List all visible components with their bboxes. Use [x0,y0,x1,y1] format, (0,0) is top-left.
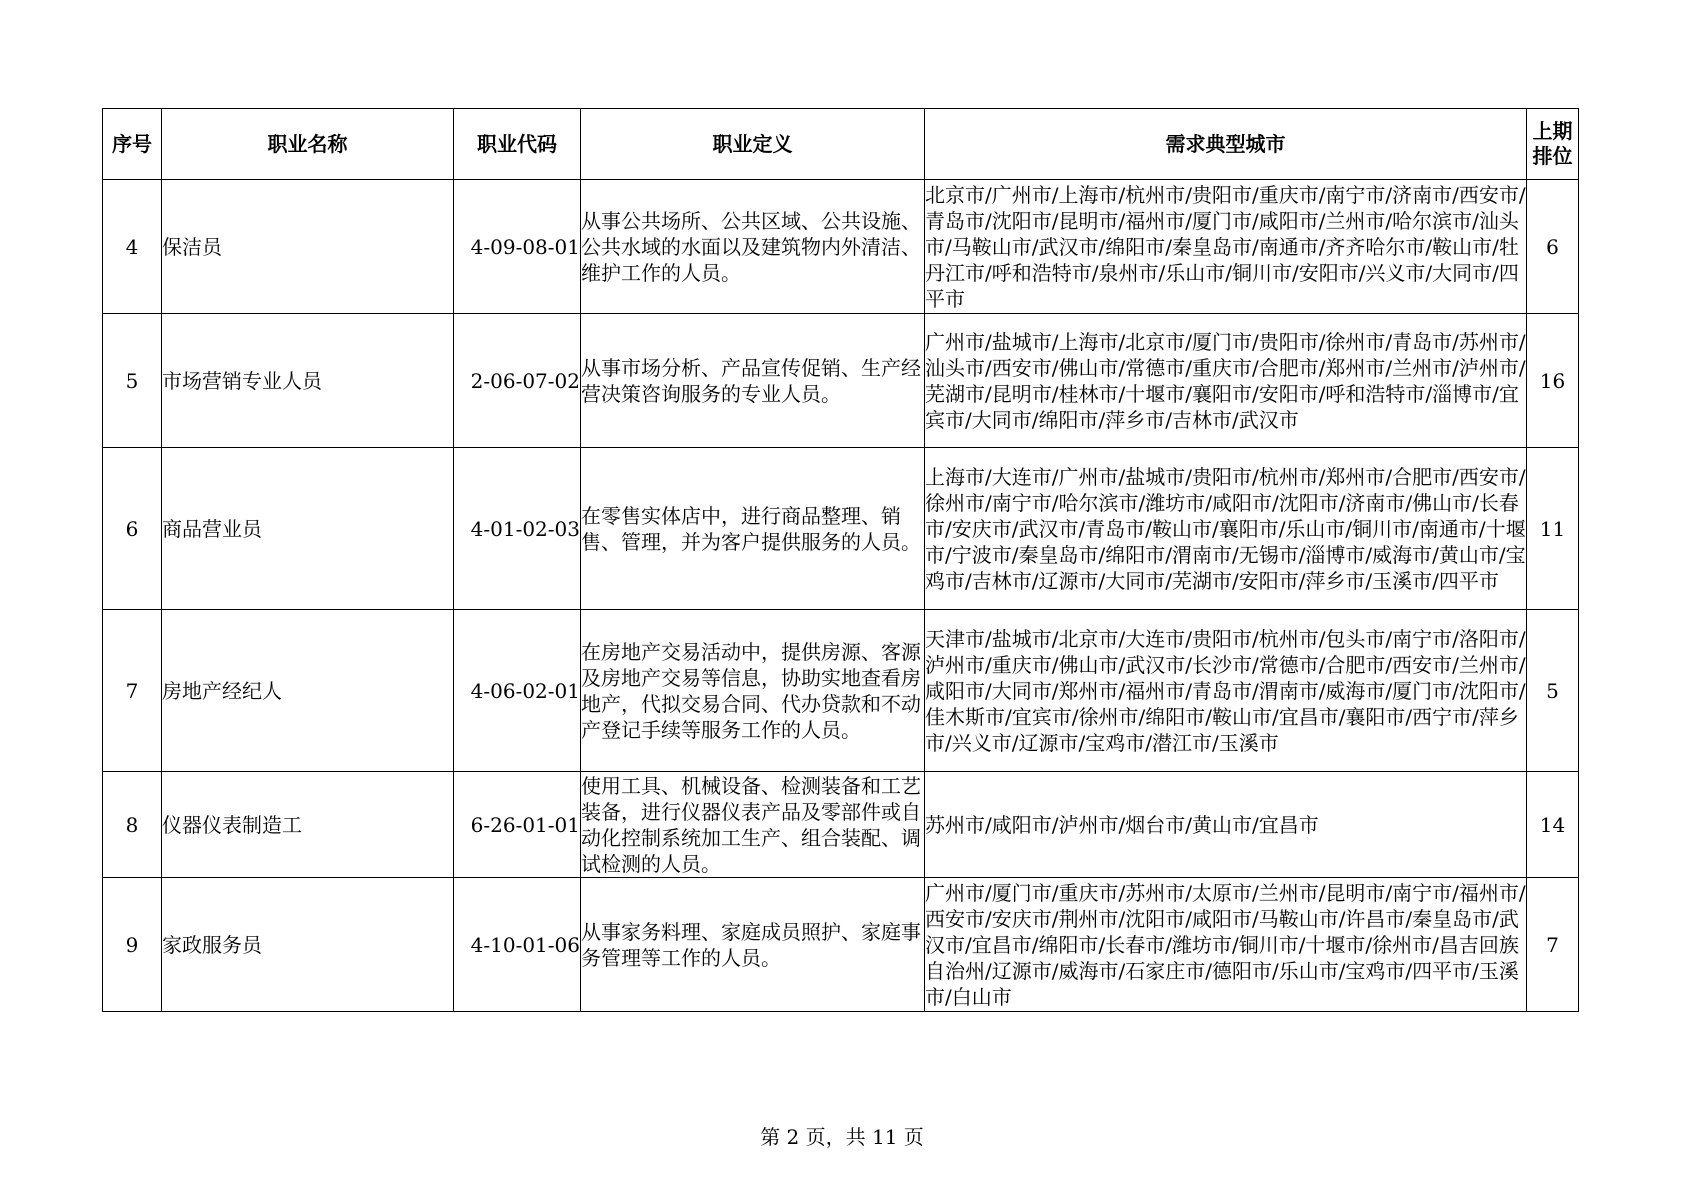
header-row [103,109,1579,180]
table-row [103,878,1579,1012]
header-last-rank [1527,109,1579,180]
header-code: 职业代码 [454,109,581,180]
row-definition: 从事家务料理、家庭成员照护、家庭事务管理等工作的人员。 [581,878,925,1012]
row-code: 4-10-01-06 [454,878,581,1012]
row-definition: 在零售实体店中，进行商品整理、销售、管理，并为客户提供服务的人员。 [581,448,925,610]
table-row [103,180,1579,314]
header-no: 序号 [103,109,162,180]
row-name: 仪器仪表制造工 [162,772,454,878]
row-no: 4 [103,180,162,314]
header-cities: 需求典型城市 [925,109,1527,180]
row-no: 7 [103,610,162,772]
row-cities: 上海市/大连市/广州市/盐城市/贵阳市/杭州市/郑州市/合肥市/西安市/徐州市/南宁市/哈尔滨市/潍坊市/咸阳市/沈阳市/济南市/佛山市/长春市/安庆市/武汉市/青岛市/鞍山市/襄阳市/乐山市/铜川市/南通市/十堰市/宁波市/秦皇岛市/绵阳市/渭南市/无锡市/淄博市/威海市/黄山市/宝鸡市/吉林市/辽源市/大同市/芜湖市/安阳市/萍乡市/玉溪市/四平市 [925,448,1527,610]
row-definition: 从事市场分析、产品宣传促销、生产经营决策咨询服务的专业人员。 [581,314,925,448]
row-no: 6 [103,448,162,610]
row-definition: 在房地产交易活动中，提供房源、客源及房地产交易等信息，协助实地查看房地产，代拟交易合同、代办贷款和不动产登记手续等服务工作的人员。 [581,610,925,772]
row-definition: 从事公共场所、公共区域、公共设施、公共水域的水面以及建筑物内外清洁、维护工作的人员。 [581,180,925,314]
row-name: 房地产经纪人 [162,610,454,772]
row-name: 家政服务员 [162,878,454,1012]
row-code: 4-09-08-01 [454,180,581,314]
row-name: 保洁员 [162,180,454,314]
row-name: 商品营业员 [162,448,454,610]
header-last-rank-line2: 排位 [1532,144,1573,168]
header-definition: 职业定义 [581,109,925,180]
row-code: 4-06-02-01 [454,610,581,772]
row-code: 6-26-01-01 [454,772,581,878]
row-cities: 苏州市/咸阳市/泸州市/烟台市/黄山市/宜昌市 [925,772,1527,878]
page-number-footer: 第 2 页，共 11 页 [760,1125,924,1149]
row-code: 2-06-07-02 [454,314,581,448]
row-last-rank: 14 [1527,772,1579,878]
row-last-rank: 6 [1527,180,1579,314]
row-cities: 天津市/盐城市/北京市/大连市/贵阳市/杭州市/包头市/南宁市/洛阳市/泸州市/重庆市/佛山市/武汉市/长沙市/常德市/合肥市/西安市/兰州市/咸阳市/大同市/郑州市/福州市/青岛市/渭南市/威海市/厦门市/沈阳市/佳木斯市/宜宾市/徐州市/绵阳市/鞍山市/宜昌市/襄阳市/西宁市/萍乡市/兴义市/辽源市/宝鸡市/潜江市/玉溪市 [925,610,1527,772]
table-row [103,448,1579,610]
header-name: 职业名称 [162,109,454,180]
table-row [103,314,1579,448]
row-last-rank: 5 [1527,610,1579,772]
row-name: 市场营销专业人员 [162,314,454,448]
table-row [103,610,1579,772]
row-no: 8 [103,772,162,878]
row-no: 5 [103,314,162,448]
row-code: 4-01-02-03 [454,448,581,610]
table-row [103,772,1579,878]
occupation-table [102,108,1579,1012]
row-last-rank: 7 [1527,878,1579,1012]
row-cities: 广州市/厦门市/重庆市/苏州市/太原市/兰州市/昆明市/南宁市/福州市/西安市/安庆市/荆州市/沈阳市/咸阳市/马鞍山市/许昌市/秦皇岛市/武汉市/宜昌市/绵阳市/长春市/潍坊市/铜川市/十堰市/徐州市/昌吉回族自治州/辽源市/威海市/石家庄市/德阳市/乐山市/宝鸡市/四平市/玉溪市/白山市 [925,878,1527,1012]
row-cities: 广州市/盐城市/上海市/北京市/厦门市/贵阳市/徐州市/青岛市/苏州市/汕头市/西安市/佛山市/常德市/重庆市/合肥市/郑州市/兰州市/泸州市/芜湖市/昆明市/桂林市/十堰市/襄阳市/安阳市/呼和浩特市/淄博市/宜宾市/大同市/绵阳市/萍乡市/吉林市/武汉市 [925,314,1527,448]
header-last-rank-line1: 上期 [1532,119,1573,143]
row-no: 9 [103,878,162,1012]
row-definition: 使用工具、机械设备、检测装备和工艺装备，进行仪器仪表产品及零部件或自动化控制系统加工生产、组合装配、调试检测的人员。 [581,772,925,878]
row-last-rank: 16 [1527,314,1579,448]
row-last-rank: 11 [1527,448,1579,610]
row-cities: 北京市/广州市/上海市/杭州市/贵阳市/重庆市/南宁市/济南市/西安市/青岛市/沈阳市/昆明市/福州市/厦门市/咸阳市/兰州市/哈尔滨市/汕头市/马鞍山市/武汉市/绵阳市/秦皇岛市/南通市/齐齐哈尔市/鞍山市/牡丹江市/呼和浩特市/泉州市/乐山市/铜川市/安阳市/兴义市/大同市/四平市 [925,180,1527,314]
